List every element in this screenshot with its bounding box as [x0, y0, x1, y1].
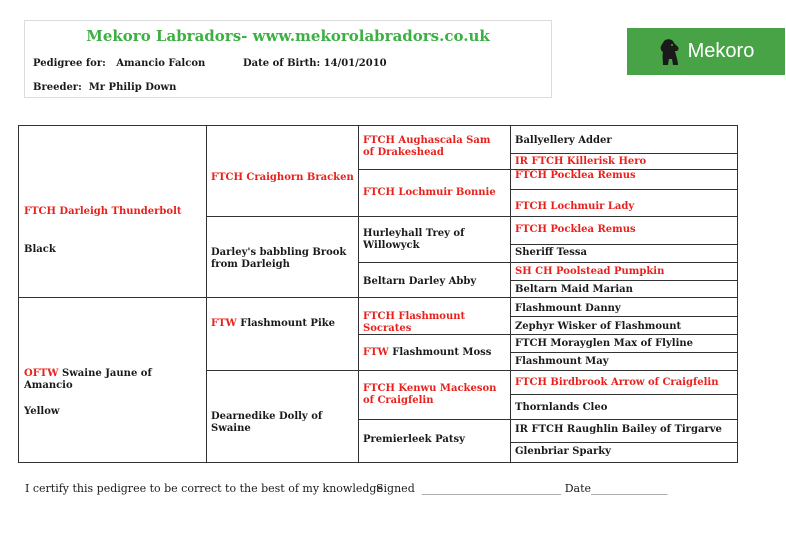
ggg-5: FTCH Pocklea Remus: [515, 224, 636, 235]
dam-name-text: Swaine Jaune of Amancio: [24, 368, 152, 391]
breeder-label: Breeder:: [33, 82, 82, 93]
gp-dam-dam: Dearnedike Dolly of Swaine: [211, 411, 323, 434]
pedigree-for-label: Pedigree for:: [33, 58, 106, 69]
signature-line: [376, 482, 668, 495]
signed-label: Signed: [376, 482, 415, 495]
date-of-birth: [243, 58, 387, 69]
sire-name: FTCH Darleigh Thunderbolt: [24, 206, 182, 217]
dob-value: 14/01/2010: [323, 58, 387, 69]
logo-text: Mekoro: [687, 40, 755, 62]
page-title: Mekoro Labradors- www.mekorolabradors.co.uk: [86, 27, 490, 45]
dam-color: Yellow: [24, 406, 60, 417]
ggg-13: FTCH Birdbrook Arrow of Craigfelin: [515, 377, 719, 388]
ggg-2: IR FTCH Killerisk Hero: [515, 156, 647, 167]
ggg-4: FTCH Lochmuir Lady: [515, 201, 635, 212]
ggp-dss: FTCH Flashmount Socrates: [363, 311, 466, 334]
ggp-sss: FTCH Aughascala Sam of Drakeshead: [363, 135, 491, 158]
certify-statement: I certify this pedigree to be correct to the best of my knowledge: [25, 482, 383, 495]
ggp-ddd: Premierleek Patsy: [363, 434, 465, 445]
ggg-15: IR FTCH Raughlin Bailey of Tirgarve: [515, 424, 722, 435]
date-blank: _________________: [591, 485, 668, 495]
ggg-12: Flashmount May: [515, 356, 609, 367]
date-label: Date: [564, 482, 592, 495]
ggp-dsd: [363, 347, 507, 359]
pedigree-table: [18, 125, 738, 463]
header-box: [24, 20, 552, 98]
mekoro-logo: [627, 28, 785, 75]
ggg-7: SH CH Poolstead Pumpkin: [515, 266, 665, 277]
ggp-dds: FTCH Kenwu Mackeson of Craigfelin: [363, 383, 497, 406]
gp-dam-sire-prefix: FTW: [211, 318, 237, 329]
pedigree-for-value: Amancio Falcon: [116, 58, 206, 69]
breeder-value: Mr Philip Down: [88, 82, 177, 93]
ggg-16: Glenbriar Sparky: [515, 446, 611, 457]
ggp-dsd-prefix: FTW: [363, 347, 389, 358]
pedigree-for: [33, 58, 205, 69]
labrador-dog-icon: [658, 38, 682, 66]
ggg-9: Flashmount Danny: [515, 303, 621, 314]
ggg-14: Thornlands Cleo: [515, 402, 608, 413]
dob-label: Date of Birth:: [243, 58, 321, 69]
signed-blank: _______________________________: [421, 485, 562, 495]
dam-name: [24, 368, 202, 392]
ggp-sds: Hurleyhall Trey of Willowyck: [363, 228, 465, 251]
ggp-ssd: FTCH Lochmuir Bonnie: [363, 187, 496, 198]
gp-dam-sire-name: Flashmount Pike: [240, 318, 336, 329]
gp-sire-dam: Darley's babbling Brook from Darleigh: [211, 247, 347, 270]
ggg-11: FTCH Morayglen Max of Flyline: [515, 338, 694, 349]
ggp-dsd-name: Flashmount Moss: [392, 347, 492, 358]
ggg-10: Zephyr Wisker of Flashmount: [515, 321, 682, 332]
sire-color: Black: [24, 244, 56, 255]
ggp-sdd: Beltarn Darley Abby: [363, 276, 477, 287]
ggg-8: Beltarn Maid Marian: [515, 284, 633, 295]
ggg-1: Ballyellery Adder: [515, 135, 612, 146]
dam-prefix: OFTW: [24, 368, 59, 379]
gp-dam-sire: [211, 318, 355, 330]
gp-sire-sire: FTCH Craighorn Bracken: [211, 172, 354, 183]
ggg-6: Sheriff Tessa: [515, 247, 588, 258]
breeder: [33, 82, 176, 93]
ggg-3: FTCH Pocklea Remus: [515, 170, 636, 181]
